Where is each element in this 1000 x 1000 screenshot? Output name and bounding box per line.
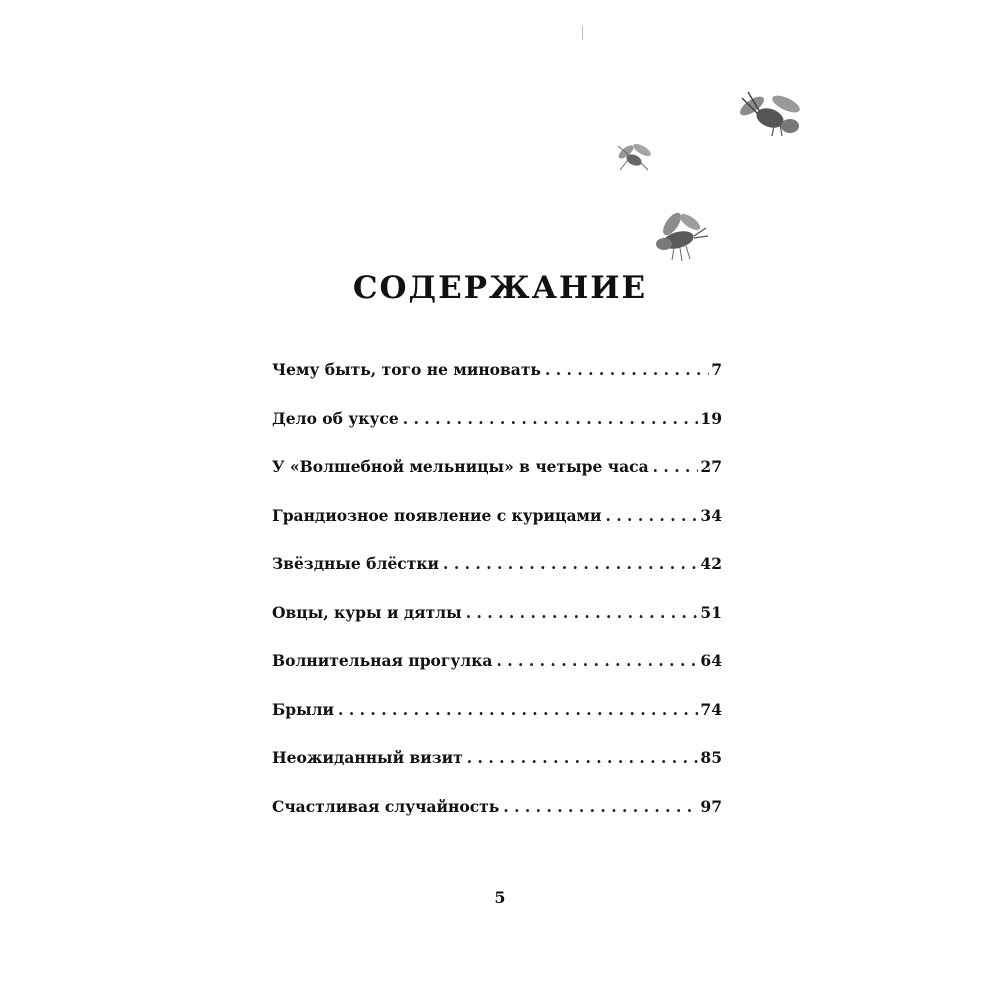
toc-entry[interactable] — [272, 405, 722, 454]
firefly-icon — [734, 88, 808, 140]
toc-entry[interactable] — [272, 744, 722, 793]
toc-entry[interactable] — [272, 647, 722, 696]
toc-entry[interactable] — [272, 453, 722, 502]
toc-entry[interactable] — [272, 502, 722, 551]
toc-entry-title: Счастливая случайность — [272, 796, 500, 816]
toc-leader-dots — [466, 599, 699, 627]
toc-leader-dots — [503, 793, 698, 821]
toc-entry-page: 19 — [700, 408, 722, 428]
firefly-icon — [612, 138, 656, 174]
toc-entry-page: 74 — [700, 699, 722, 719]
toc-leader-dots — [467, 744, 699, 772]
toc-entry-title: Овцы, куры и дятлы — [272, 602, 462, 622]
toc-leader-dots — [403, 405, 699, 433]
table-of-contents — [272, 356, 722, 841]
toc-entry-page: 27 — [700, 457, 722, 476]
toc-entry[interactable] — [272, 793, 722, 842]
toc-entry-title: Волнительная прогулка — [272, 651, 493, 670]
toc-entry-title: Дело об укусе — [272, 408, 399, 428]
toc-entry-title: У «Волшебной мельницы» в четыре часа — [272, 457, 649, 476]
toc-entry-title: Грандиозное появление с курицами — [272, 505, 602, 525]
toc-entry-title: Чему быть, того не миновать — [272, 360, 541, 379]
toc-entry-page: 42 — [700, 554, 722, 573]
toc-leader-dots — [443, 550, 698, 578]
toc-entry[interactable] — [272, 696, 722, 745]
toc-entry[interactable] — [272, 550, 722, 599]
toc-entry-page: 64 — [700, 651, 722, 670]
toc-entry-title: Неожиданный визит — [272, 748, 463, 767]
toc-entry-page: 51 — [700, 602, 722, 622]
toc-entry-page: 85 — [700, 748, 722, 767]
toc-leader-dots — [496, 647, 698, 675]
toc-entry-title: Звёздные блёстки — [272, 554, 440, 573]
toc-entry-page: 97 — [700, 796, 722, 816]
toc-leader-dots — [605, 502, 698, 530]
toc-leader-dots — [653, 453, 699, 481]
toc-leader-dots — [545, 356, 709, 384]
print-mark — [582, 26, 583, 40]
toc-entry[interactable] — [272, 356, 722, 405]
toc-entry-title: Брыли — [272, 699, 335, 719]
firefly-icon — [650, 206, 710, 264]
toc-leader-dots — [338, 696, 698, 724]
toc-entry-page: 7 — [711, 360, 722, 379]
toc-heading: СОДЕРЖАНИЕ — [352, 270, 648, 306]
toc-entry[interactable] — [272, 599, 722, 648]
toc-entry-page: 34 — [700, 505, 722, 525]
page-number: 5 — [494, 888, 506, 907]
